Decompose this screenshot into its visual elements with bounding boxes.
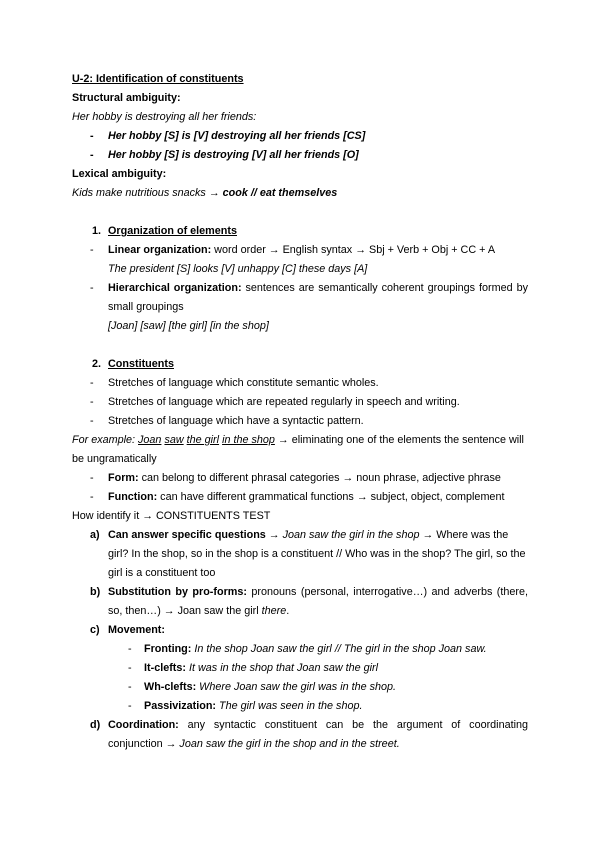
movement-text: It was in the shop that Joan saw the girl [186, 662, 379, 674]
bullet-dash: - [90, 396, 94, 408]
movement-item [72, 678, 528, 697]
test-b-bold: Substitution by pro-forms: [108, 586, 247, 598]
section-title: Constituents [108, 358, 174, 370]
list-item [72, 488, 528, 507]
test-label: a) [90, 529, 100, 541]
lexical-heading: Lexical ambiguity: [72, 168, 167, 180]
test-d-text [72, 716, 528, 754]
list-item [72, 393, 528, 412]
section-number: 2. [92, 358, 102, 370]
list-item [72, 697, 528, 716]
example-lead: For example: [72, 434, 139, 446]
list-item [72, 640, 528, 659]
example-girl: the girl [186, 434, 220, 446]
section-number: 1. [92, 225, 102, 237]
bullet-dash: - [128, 643, 132, 655]
test-item [72, 526, 528, 583]
movement-item [72, 640, 528, 659]
page-title: U-2: Identification of constituents [72, 73, 244, 85]
test-item [72, 621, 528, 640]
linear-example: The president [S] looks [V] unhappy [C] these days [A] [108, 263, 368, 275]
linear-text: word order → English syntax → Sbj + Verb + Obj + CC + A [211, 244, 496, 256]
lexical-example-bold: cook // eat themselves [222, 187, 338, 199]
test-b-body: pronouns (personal, interrogative…) and adverbs (there, so, then…) → Joan saw the girl [108, 586, 528, 617]
test-c-bold: Movement: [108, 624, 165, 636]
test-b-italic: there [261, 605, 287, 617]
test-d-bold: Coordination: [108, 719, 179, 731]
bullet-dash: - [128, 681, 132, 693]
movement-label: Wh-clefts: [144, 681, 197, 693]
example-rest: eliminating one of the elements the sentence will be ungramatically [72, 434, 524, 465]
function-text: can have different grammatical functions → subject, object, complement [157, 491, 505, 503]
list-item [72, 127, 528, 146]
document-page [72, 70, 528, 754]
bullet-dash: - [90, 472, 94, 484]
test-a-text [72, 526, 528, 583]
constituent-bullet: Stretches of language which have a syntactic pattern. [108, 415, 364, 427]
bullet-dash: - [90, 377, 94, 389]
list-item [72, 279, 528, 317]
test-label: c) [90, 624, 100, 636]
function-label: Function: [108, 491, 158, 503]
test-a-italic: Joan saw the girl in the shop [282, 529, 420, 541]
movement-text: In the shop Joan saw the girl // The girl in the shop Joan saw. [191, 643, 487, 655]
structural-bullet: Her hobby [S] is destroying [V] all her friends [O] [108, 149, 359, 161]
section-title: Organization of elements [108, 225, 237, 237]
linear-organization [72, 241, 528, 260]
structural-heading: Structural ambiguity: [72, 92, 181, 104]
bullet-dash: - [128, 662, 132, 674]
test-label: b) [90, 586, 101, 598]
hier-example: [Joan] [saw] [the girl] [in the shop] [108, 320, 269, 332]
how-identify: How identify it → CONSTITUENTS TEST [72, 510, 271, 522]
test-d-italic: Joan saw the girl in the shop and in the street. [179, 738, 400, 750]
list-item [72, 241, 528, 260]
bullet-dash: - [128, 700, 132, 712]
linear-label: Linear organization: [108, 244, 212, 256]
hier-text: sentences are semantically coherent groupings formed by small groupings [108, 282, 528, 313]
movement-item [72, 659, 528, 678]
constituent-bullet: Stretches of language which are repeated regularly in speech and writing. [108, 396, 460, 408]
list-item [72, 146, 528, 165]
movement-text: The girl was seen in the shop. [216, 700, 363, 712]
movement-label: Passivization: [144, 700, 217, 712]
test-item [72, 583, 528, 621]
bullet-dash: - [90, 415, 94, 427]
hier-label: Hierarchical organization: [108, 282, 242, 294]
function-item [72, 488, 528, 507]
hierarchical-organization [72, 279, 528, 317]
test-item [72, 716, 528, 754]
constituent-bullet: Stretches of language which constitute semantic wholes. [108, 377, 379, 389]
test-a-rest: → Where was the girl? In the shop, so in the shop is a constituent // Who was in the shop? The girl, so the girl is a constituent too [108, 529, 526, 579]
test-a-arrow: → [265, 529, 283, 541]
movement-item [72, 697, 528, 716]
list-item [72, 469, 528, 488]
test-d-body: any syntactic constituent can be the argument of coordinating conjunction → [108, 719, 528, 750]
example-saw: saw [164, 434, 184, 446]
structural-example: Her hobby is destroying all her friends: [72, 111, 257, 123]
form-label: Form: [108, 472, 139, 484]
list-item [72, 659, 528, 678]
test-b-text [72, 583, 528, 621]
list-item [72, 374, 528, 393]
form-item [72, 469, 528, 488]
lexical-example [72, 184, 528, 203]
test-label: d) [90, 719, 101, 731]
example-shop: in the shop [222, 434, 275, 446]
movement-label: Fronting: [144, 643, 192, 655]
test-a-bold: Can answer specific questions [108, 529, 266, 541]
movement-text: Where Joan saw the girl was in the shop. [196, 681, 397, 693]
movement-label: It-clefts: [144, 662, 186, 674]
list-item [72, 678, 528, 697]
bullet-dash: - [90, 130, 94, 142]
structural-bullet: Her hobby [S] is [V] destroying all her friends [CS] [108, 130, 366, 142]
bullet-dash: - [90, 244, 94, 256]
test-b-end: . [286, 605, 290, 617]
bullet-dash: - [90, 282, 94, 294]
example-arrow: → [274, 434, 292, 446]
bullet-dash: - [90, 149, 94, 161]
form-text: can belong to different phrasal categories → noun phrase, adjective phrase [138, 472, 501, 484]
lexical-example-text: Kids make nutritious snacks → [72, 187, 223, 199]
example-joan: Joan [138, 434, 162, 446]
section-heading [72, 222, 528, 241]
example-paragraph [72, 431, 528, 469]
section-heading [72, 355, 528, 374]
list-item [72, 412, 528, 431]
bullet-dash: - [90, 491, 94, 503]
